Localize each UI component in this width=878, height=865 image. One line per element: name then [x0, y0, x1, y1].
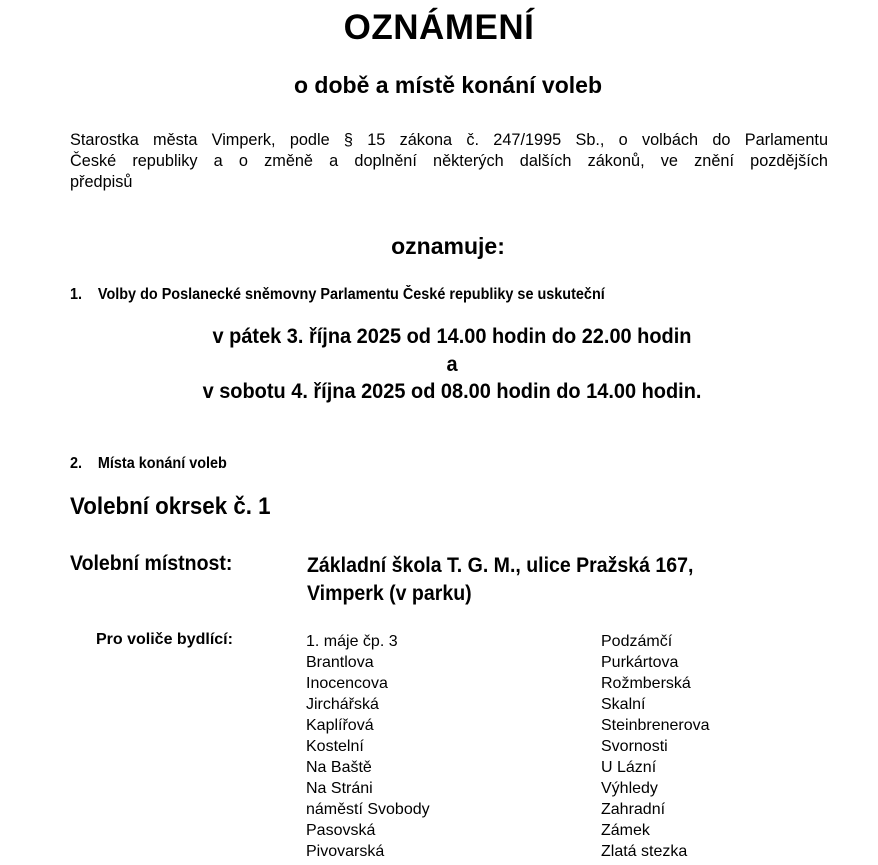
street-item: Zámek [601, 822, 650, 839]
intro-paragraph [70, 130, 828, 193]
intro-line: předpisů [70, 173, 133, 191]
street-item: Purkártova [601, 654, 679, 671]
polling-room-address [307, 552, 693, 608]
street-item: Na Baště [306, 759, 372, 776]
document-title: OZNÁMENÍ [343, 8, 535, 47]
announce-heading: oznamuje: [391, 233, 505, 259]
election-date-conjunction: a [446, 353, 458, 376]
street-item: Zlatá stezka [601, 843, 688, 860]
street-item: Pasovská [306, 822, 376, 839]
voters-label: Pro voliče bydlící: [96, 631, 233, 648]
street-item: Jirchářská [306, 696, 379, 713]
street-item: Rožmberská [601, 675, 691, 692]
list-item-text: Místa konání voleb [97, 455, 227, 472]
street-item: U Lázní [601, 759, 657, 776]
address-line: Základní škola T. G. M., ulice Pražská 167, [307, 554, 694, 577]
street-item: Podzámčí [601, 633, 673, 650]
election-date-saturday: v sobotu 4. října 2025 od 08.00 hodin do 14.00 hodin. [202, 380, 702, 403]
street-item: Skalní [601, 696, 646, 713]
street-list-column-2 [601, 631, 710, 862]
election-date-friday: v pátek 3. října 2025 od 14.00 hodin do 22.00 hodin [212, 325, 692, 348]
street-item: Na Stráni [306, 780, 373, 797]
list-item-number: 2. [70, 455, 83, 472]
list-item-text: Volby do Poslanecké sněmovny Parlamentu České republiky se uskuteční [97, 286, 605, 303]
district-heading: Volební okrsek č. 1 [70, 493, 271, 520]
street-item: Kostelní [306, 738, 364, 755]
street-item: Steinbrenerova [601, 717, 710, 734]
street-item: Kaplířová [306, 717, 374, 734]
intro-line: České republiky a o změně a doplnění některých dalších zákonů, ve znění pozdějších [70, 152, 828, 170]
intro-line: Starostka města Vimperk, podle § 15 zákona č. 247/1995 Sb., o volbách do Parlamentu [70, 131, 828, 149]
document-subtitle: o době a místě konání voleb [293, 72, 602, 98]
street-item: náměstí Svobody [306, 801, 430, 818]
street-item: 1. máje čp. 3 [306, 633, 398, 650]
address-line: Vimperk (v parku) [307, 582, 472, 605]
list-item-election-dates [70, 286, 605, 304]
street-item: Výhledy [601, 780, 658, 797]
street-item: Brantlova [306, 654, 374, 671]
street-item: Svornosti [601, 738, 668, 755]
street-list-column-1 [306, 631, 430, 862]
street-item: Inocencova [306, 675, 388, 692]
street-item: Zahradní [601, 801, 666, 818]
polling-room-label: Volební místnost: [70, 552, 233, 575]
list-item-number: 1. [70, 286, 83, 303]
street-item: Pivovarská [306, 843, 385, 860]
list-item-polling-places [70, 455, 227, 473]
